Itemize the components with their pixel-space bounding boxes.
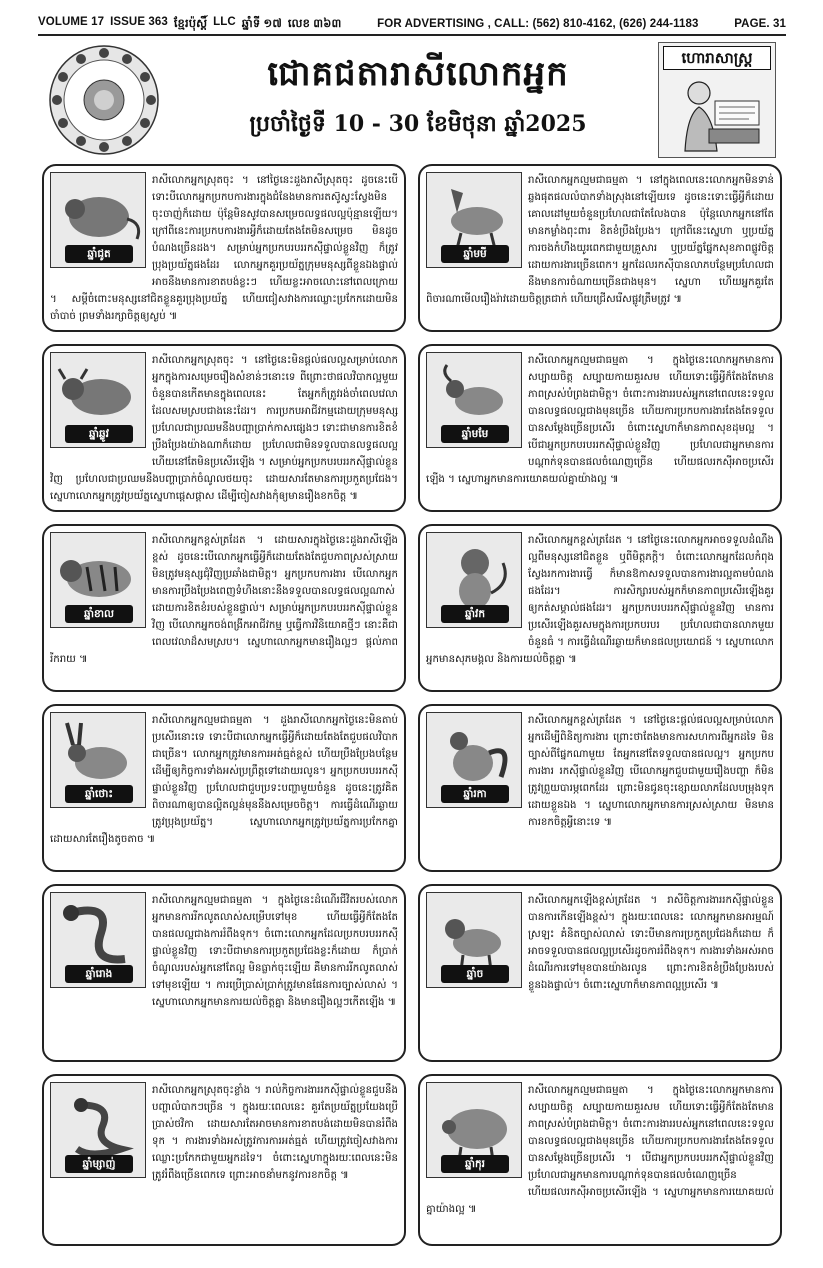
- paper-name: ខ្មែរប៉ុស្ដិ៍: [173, 17, 208, 30]
- astrologer-icon: [659, 71, 775, 157]
- horoscope-card-rabbit: [42, 704, 406, 872]
- masthead: [38, 42, 786, 162]
- zodiac-sign-label: ឆ្នាំមមី: [441, 245, 509, 263]
- astrologer-illustration: [658, 42, 776, 158]
- horoscope-card-tiger: [42, 524, 406, 692]
- issue-label: ISSUE 363: [110, 15, 168, 28]
- horoscope-card-dog: [418, 884, 782, 1062]
- horoscope-card-rooster: [418, 704, 782, 872]
- horoscope-text: រាសីលោកអ្នកល្មមជាធម្មតា ។ ក្នុងថ្ងៃនេះលោកអ្នកមានការសប្បាយចិត្ត សប្បាយកាយគួរសម ហើយទោះធ្វើអ្វីក៏តែងតែមានភាពស្រស់បំព្រងជាមិត្ត។ ចំពោះការងាររបស់អ្នកនៅពេលនេះទទួលបានលទ្ធផលល្អជាងមុនច្រើន ហើយការប្រកបការងារតែងតែទទួលបានសម្ដែងច្រើនប្រសើរ ចំពោះស្នេហាក៏មានភាពសុខដុមល្អ ។ បើជាអ្នកប្រកបរបររកស៊ីផ្ទាល់ខ្លួនវិញ ប្រហែលជាអ្នកមានការបណ្តាក់ទុនបានផលចំណេញច្រើន ហើយផលរកស៊ីអាចប្រសើរឡើង ។ ស្នេហាអ្នកមានការយោគយល់គ្នាយ៉ាងល្អ ៕: [426, 355, 774, 485]
- horoscope-text: រាសីលោកអ្នកល្មមជាធម្មតា ។ ក្នុងថ្ងៃនេះលោកអ្នកមានការសប្បាយចិត្ត សប្បាយកាយគួរសម ហើយទោះធ្វើអ្វីក៏តែងតែមានភាពស្រស់បំព្រងជាមិត្ត។ ចំពោះការងាររបស់អ្នកនៅពេលនេះទទួលបានលទ្ធផលល្អជាងមុនច្រើន ហើយការប្រកបការងារតែងតែទទួលបានសម្ដែងច្រើនប្រសើរ ។ បើជាអ្នកប្រកបរបររកស៊ីផ្ទាល់ខ្លួនវិញ ប្រហែលជាអ្នកមានការបណ្តាក់ទុនបានផលចំណេញច្រើន ហើយផលរកស៊ីអាចប្រសើរឡើង ។ ស្នេហាអ្នកមានការយោគយល់គ្នាយ៉ាងល្អ ៕: [426, 1085, 774, 1215]
- llc-label: LLC: [213, 15, 236, 28]
- page-title: ជោគជតារាសីលោកអ្នក: [267, 54, 569, 94]
- horoscope-text: រាសីលោកអ្នកខ្ពស់ត្រដែត ។ នៅថ្ងៃនេះផ្តល់ផលល្អសម្រាប់លោកអ្នកដើម្បីពិនិត្យការងារ ព្រោះថាតែងមានការសហការពីអ្នកដទៃ មិនច្បាស់ពីផ្នែកណាមួយ តែអ្នកនៅតែទទួលបានផលល្អ។ អ្នកប្រកបការងារ រកស៊ីផ្ទាល់ខ្លួនវិញ បើលោកអ្នកជួបជាមួយរឿងបញ្ហា ក៏មិនត្រូវព្រួយបារម្ភពេកដែរ ព្រោះមិនជូនចុះខ្សោយលាភដែលបម្រុងទុកដោយខ្លួនឯង ។ ស្នេហាលោកអ្នកមានការស្រស់ស្រាយ មិនមានការខកចិត្តអ្វីនោះទេ ៕: [528, 715, 774, 828]
- date-range-subtitle: ប្រចាំថ្ងៃទី 10 - 30 ខែមិថុនា ឆ្នាំ2025: [249, 111, 587, 137]
- horoscope-card-horse: [418, 164, 782, 332]
- horoscope-card-goat: [418, 344, 782, 512]
- zodiac-sign-label: ឆ្នាំឆ្លូវ: [65, 425, 133, 443]
- zodiac-wheel-icon: [48, 44, 160, 156]
- zodiac-sign-label: ឆ្នាំច: [441, 965, 509, 983]
- advertising-contact: FOR ADVERTISING , CALL: (562) 810-4162, (626) 244-1183: [377, 18, 699, 30]
- page-number: PAGE. 31: [734, 18, 786, 30]
- section-label: ហោរាសាស្ត្រ: [663, 46, 771, 70]
- horoscope-card-monkey: [418, 524, 782, 692]
- horoscope-text: រាសីលោកអ្នកស្រុតចុះខ្លាំង ។ រាល់កិច្ចការងាររកស៊ីផ្ទាល់ខ្លួនជួបនឹងបញ្ហាលំបាកៗច្រើន ។ ក្នុងរយៈពេលនេះ គួរតែប្រយ័ត្នប្រយែងប្រើប្រាស់ថវិកា ដោយសារតែអាចមានការខាតបង់ដោយមិនបានរំពឹងទុក ។ ការងារទាំងអស់ត្រូវការការអត់ធ្មត់ ហើយត្រូវចៀសវាងការឈ្លោះប្រកែកជាមួយអ្នកដទៃ។ ចំពោះស្នេហាក្នុងរយៈពេលនេះមិនត្រូវរំពឹងច្រើនពេកទេ ព្រោះអាចនាំមកនូវការខកចិត្ត ៕: [152, 1085, 398, 1181]
- zodiac-sign-label: ឆ្នាំមមែ: [441, 425, 509, 443]
- zodiac-sign-label: ឆ្នាំរោង: [65, 965, 133, 983]
- horoscope-text: រាសីលោកអ្នកស្រុតចុះ ។ នៅថ្ងៃនេះដួងរាសីស្រុតចុះ ដូចនេះបើទោះបីលោកអ្នកប្រកបការងារក្នុងជំនែងមានការតស៊ូស្វះស្វែងមិនចុះចាញ់ក៏ដោយ ប៉ុន្តែមិនសូវបានសម្រេចលទ្ធផលល្អប៉ុន្មានឡើយ។ ក្រៅពីនេះការប្រកបការងារអ្វីក៏ដោយតែងតែមិនសម្រេច មិនដូចបំណងច្រើនដង។ សម្រាប់អ្នកប្រកបរបររកស៊ីផ្ទាល់ខ្លួនវិញ ក៏ត្រូវប្រុងប្រយ័ត្នផងដែរ លោកអ្នកគួរប្រយ័ត្នក្រុមមនុស្សពីខ្លួនឯងផ្ទាល់ អាចនឹងមានការខាតបង់ខ្លះៗ ហើយខ្លះអាចលោះនៅពេលក្រោយ ។ សម្តីចំពោះមនុស្សនៅជិតខ្លួនគួរប្រុងប្រយ័ត្ន ហើយជៀសវាងការឈ្លោះប្រកែកដោយមិនចាំបាច់ ព្រមទាំងរក្សាចិត្តឲ្យស្ងប់ ៕: [50, 175, 398, 322]
- horoscope-card-ox: [42, 344, 406, 512]
- year-label: ឆ្នាំទី ១៧: [241, 17, 282, 30]
- zodiac-sign-label: ឆ្នាំជូត: [65, 245, 133, 263]
- horoscope-card-pig: [418, 1074, 782, 1246]
- horoscope-card-rat: [42, 164, 406, 332]
- horoscope-text: រាសីលោកអ្នកខ្ពស់ត្រដែត ។ នៅថ្ងៃនេះលោកអ្នកអាចទទួលដំណឹងល្អពីមនុស្សនៅជិតខ្លួន ឬពីមិត្តភក្តិ។ ចំពោះលោកអ្នកដែលកំពុងស្វែងរកការងារធ្វើ ក៏មានឱកាសទទួលបានការងារល្អតាមបំណងផងដែរ។ ការសិក្សារបស់អ្នកក៏មានភាពប្រសើរឡើងគួរឲ្យកត់សម្គាល់ផងដែរ។ អ្នកប្រកបរបររកស៊ីផ្ទាល់ខ្លួនវិញ មានការប្រសើរឡើងគួរសមក្នុងការប្រកបរបរ ប្រហែលជាបានលាភមួយចំនួនធំ ។ ការធ្វើដំណើរឆ្ងាយក៏មានផលប្រយោជន៍ ។ ស្នេហាលោកអ្នកមានសុភមង្គល និងការយល់ចិត្តគ្នា ៕: [426, 535, 774, 665]
- zodiac-sign-label: ឆ្នាំកុរ: [441, 1155, 509, 1173]
- horoscope-text: រាសីលោកអ្នកឡើងខ្ពស់ត្រដែត ។ រាសីចិត្តការងាររកស៊ីផ្ទាល់ខ្លួនបានការកើនឡើងខ្ពស់។ ក្នុងរយៈពេលនេះ លោកអ្នកមានអារម្មណ៍ស្រឡះ គំនិតច្បាស់លាស់ ទោះបីមានការប្រកួតប្រជែងក៏ដោយ ក៏អាចទទួលបានផលល្អប្រសើរដូចការរំពឹងទុក។ ការងារទាំងអស់អាចដំណើរការទៅមុខបានយ៉ាងរលូន ព្រោះការខិតខំប្រឹងប្រែងរបស់ខ្លួនឯងផ្ទាល់។ ចំពោះស្នេហាក៏មានភាពល្អប្រសើរ ៕: [528, 895, 774, 991]
- horoscope-card-snake: [42, 1074, 406, 1246]
- zodiac-sign-label: ឆ្នាំម្សាញ់: [65, 1155, 133, 1173]
- horoscope-card-dragon: [42, 884, 406, 1062]
- horoscope-text: រាសីលោកអ្នកល្មមជាធម្មតា ។ នៅក្នុងពេលនេះលោកអ្នកមិនទាន់ឆ្លងផុតផលលំបាកទាំងស្រុងនៅឡើយទេ ដូចនេះទោះធ្វើអ្វីក៏ដោយ គោលដៅមួយចំនួនប្រហែលជាតែលែងបាន ប៉ុន្តែលោកអ្នកនៅតែមានកម្លាំងពុះពារ ខិតខំប្រឹងប្រែង។ ក្រៅពីនេះស្នេហា ឬប្រយ័ត្នការចងកំហឹងយូរពេកជាមួយគ្រួសារ ឬប្រយ័ត្នផ្នែកសុខភាពផ្លូវចិត្ត ដោយការងារច្រើនពេក។ អ្នកដែលរកស៊ីបានលាភបន្ថែមប្រហែលជានឹងមានការចំណាយច្រើនជាងមុន។ ស្នេហា ហើយអ្នកគួរតែពិចារណាមើលរឿងរ៉ាវដោយចិត្តត្រជាក់ ហើយជ្រើសរើសផ្លូវត្រឹមត្រូវ ៕: [426, 175, 774, 305]
- number-label: លេខ ៣៦៣: [287, 17, 342, 30]
- newspaper-page: [38, 14, 786, 1252]
- horoscope-text: រាសីលោកអ្នកខ្ពស់ត្រដែត ។ ដោយសារក្នុងថ្ងៃនេះដួងរាសីឡើងខ្ពស់ ដូចនេះបើលោកអ្នកធ្វើអ្វីក៏ដោយតែងតែជួបភាពស្រស់ស្រាយ មិនត្រូវមនុស្សជុំវិញប្រឆាំងជាមិត្ត។ អ្នកប្រកបការងារ បើលោកអ្នកមានការប្រឹងប្រែងពេញទំហឹងនោះនឹងទទួលបានលទ្ធផលល្អណាស់ ដោយការខិតខំរបស់ខ្លួនផ្ទាល់។ សម្រាប់អ្នកប្រកបរបររកស៊ីផ្ទាល់ខ្លួនវិញ បើលោកអ្នកចង់ពង្រីកអាជីវកម្ម ឬធ្វើការវិនិយោគថ្មីៗ នោះគឺជាពេលវេលាដ៏សមស្រប។ ស្នេហាលោកអ្នកមានរឿងល្អៗ ផ្តល់ភាពរីករាយ ៕: [50, 535, 398, 665]
- zodiac-sign-label: ឆ្នាំថោះ: [65, 785, 133, 803]
- horoscope-text: រាសីលោកអ្នកល្មមជាធម្មតា ។ ដួងរាសីលោកអ្នកថ្ងៃនេះមិនតាប់ប្រសើរនោះទេ ទោះបីជាលោកអ្នកធ្វើអ្វីក៏ដោយតែងតែជួបផលវិបាកជាច្រើន។ លោកអ្នកត្រូវមានការអត់ធ្មត់ខ្ពស់ ហើយប្រឹងប្រែងបន្ថែម ដើម្បីឲ្យកិច្ចការទាំងអស់ប្រព្រឹត្តទៅដោយរលូន។ អ្នកប្រកបរបររកស៊ីផ្ទាល់ខ្លួនវិញ ប្រហែលជាជួបប្រទះបញ្ហាមួយចំនួន ដូចនេះត្រូវគិតពិចារណាឲ្យបានល្អិតល្អន់មុននឹងសម្រេចចិត្ត។ ការធ្វើដំណើរឆ្ងាយត្រូវប្រុងប្រយ័ត្ន។ ស្នេហាលោកអ្នកត្រូវប្រយ័ត្នការប្រកែកគ្នាដោយសារតែរឿងតូចតាច ៕: [50, 715, 398, 845]
- zodiac-sign-label: ឆ្នាំរកា: [441, 785, 509, 803]
- zodiac-sign-label: ឆ្នាំវក: [441, 605, 509, 623]
- horoscope-text: រាសីលោកអ្នកល្មមជាធម្មតា ។ ក្នុងថ្ងៃនេះដំណើរជីវិតរបស់លោកអ្នកមានការរីកលូតលាស់សម្រើបទៅមុខ ហើយធ្វើអ្វីក៏តែងតែបានផលល្អជាងការរំពឹងទុក។ ចំពោះលោកអ្នកដែលប្រកបរបររកស៊ីផ្ទាល់ខ្លួនវិញ ទោះបីជាមានការប្រកួតប្រជែងខ្លះក៏ដោយ ក៏ប្រាក់ចំណូលរបស់អ្នកនៅតែល្អ មិនធ្លាក់ចុះឡើយ គឺមានការរីកលូតលាស់ទៅមុខឡើយ ។ ការប្រើប្រាស់ប្រាក់ត្រូវមានផែនការច្បាស់លាស់ ។ ស្នេហាលោកអ្នកមានការយល់ចិត្តគ្នា និងមានរឿងល្អៗកើតឡើង ៕: [152, 895, 398, 1008]
- zodiac-sign-label: ឆ្នាំខាល: [65, 605, 133, 623]
- volume-label: VOLUME 17: [38, 15, 105, 28]
- horoscope-text: រាសីលោកអ្នកស្រុតចុះ ។ នៅថ្ងៃនេះមិនផ្ដល់ផលល្អសម្រាប់លោកអ្នកក្នុងការសម្រេចរឿងសំខាន់ៗនោះទេ ពីព្រោះថាផលវិបាកល្អមួយចំនួនបានកើតមានក្នុងពេលនេះ តែអ្នកក៏ត្រូវរង់ចាំពេលវេលាដែលសមស្របជាងនេះដែរ។ ការប្រកបអាជីវកម្មដោយក្រុមមនុស្សប្រហែលជាប្រឈមនឹងបញ្ហាប្រាក់កាសផ្សេងៗ ទោះជាមានការខិតខំប្រឹងប្រែងយ៉ាងណាក៏ដោយ ប្រហែលជាមិនទទួលបានលទ្ធផលល្អ ហើយនៅតែមិនប្រសើរឡើង ។ សម្រាប់អ្នកប្រកបរបររកស៊ីផ្ទាល់ខ្លួនវិញ ប្រហែលជាប្រឈមនឹងបញ្ហាប្រាក់ចំណូលថយចុះ ដោយសារតែមានការប្រកួតប្រជែង។ ស្នេហាលោកអ្នកត្រូវប្រយ័ត្នស្នេហាផ្ដេសផ្ដាស ដើម្បីចៀសវាងកុំឲ្យមានរឿងខកចិត្ត ៕: [50, 355, 398, 502]
- running-header: [38, 14, 786, 36]
